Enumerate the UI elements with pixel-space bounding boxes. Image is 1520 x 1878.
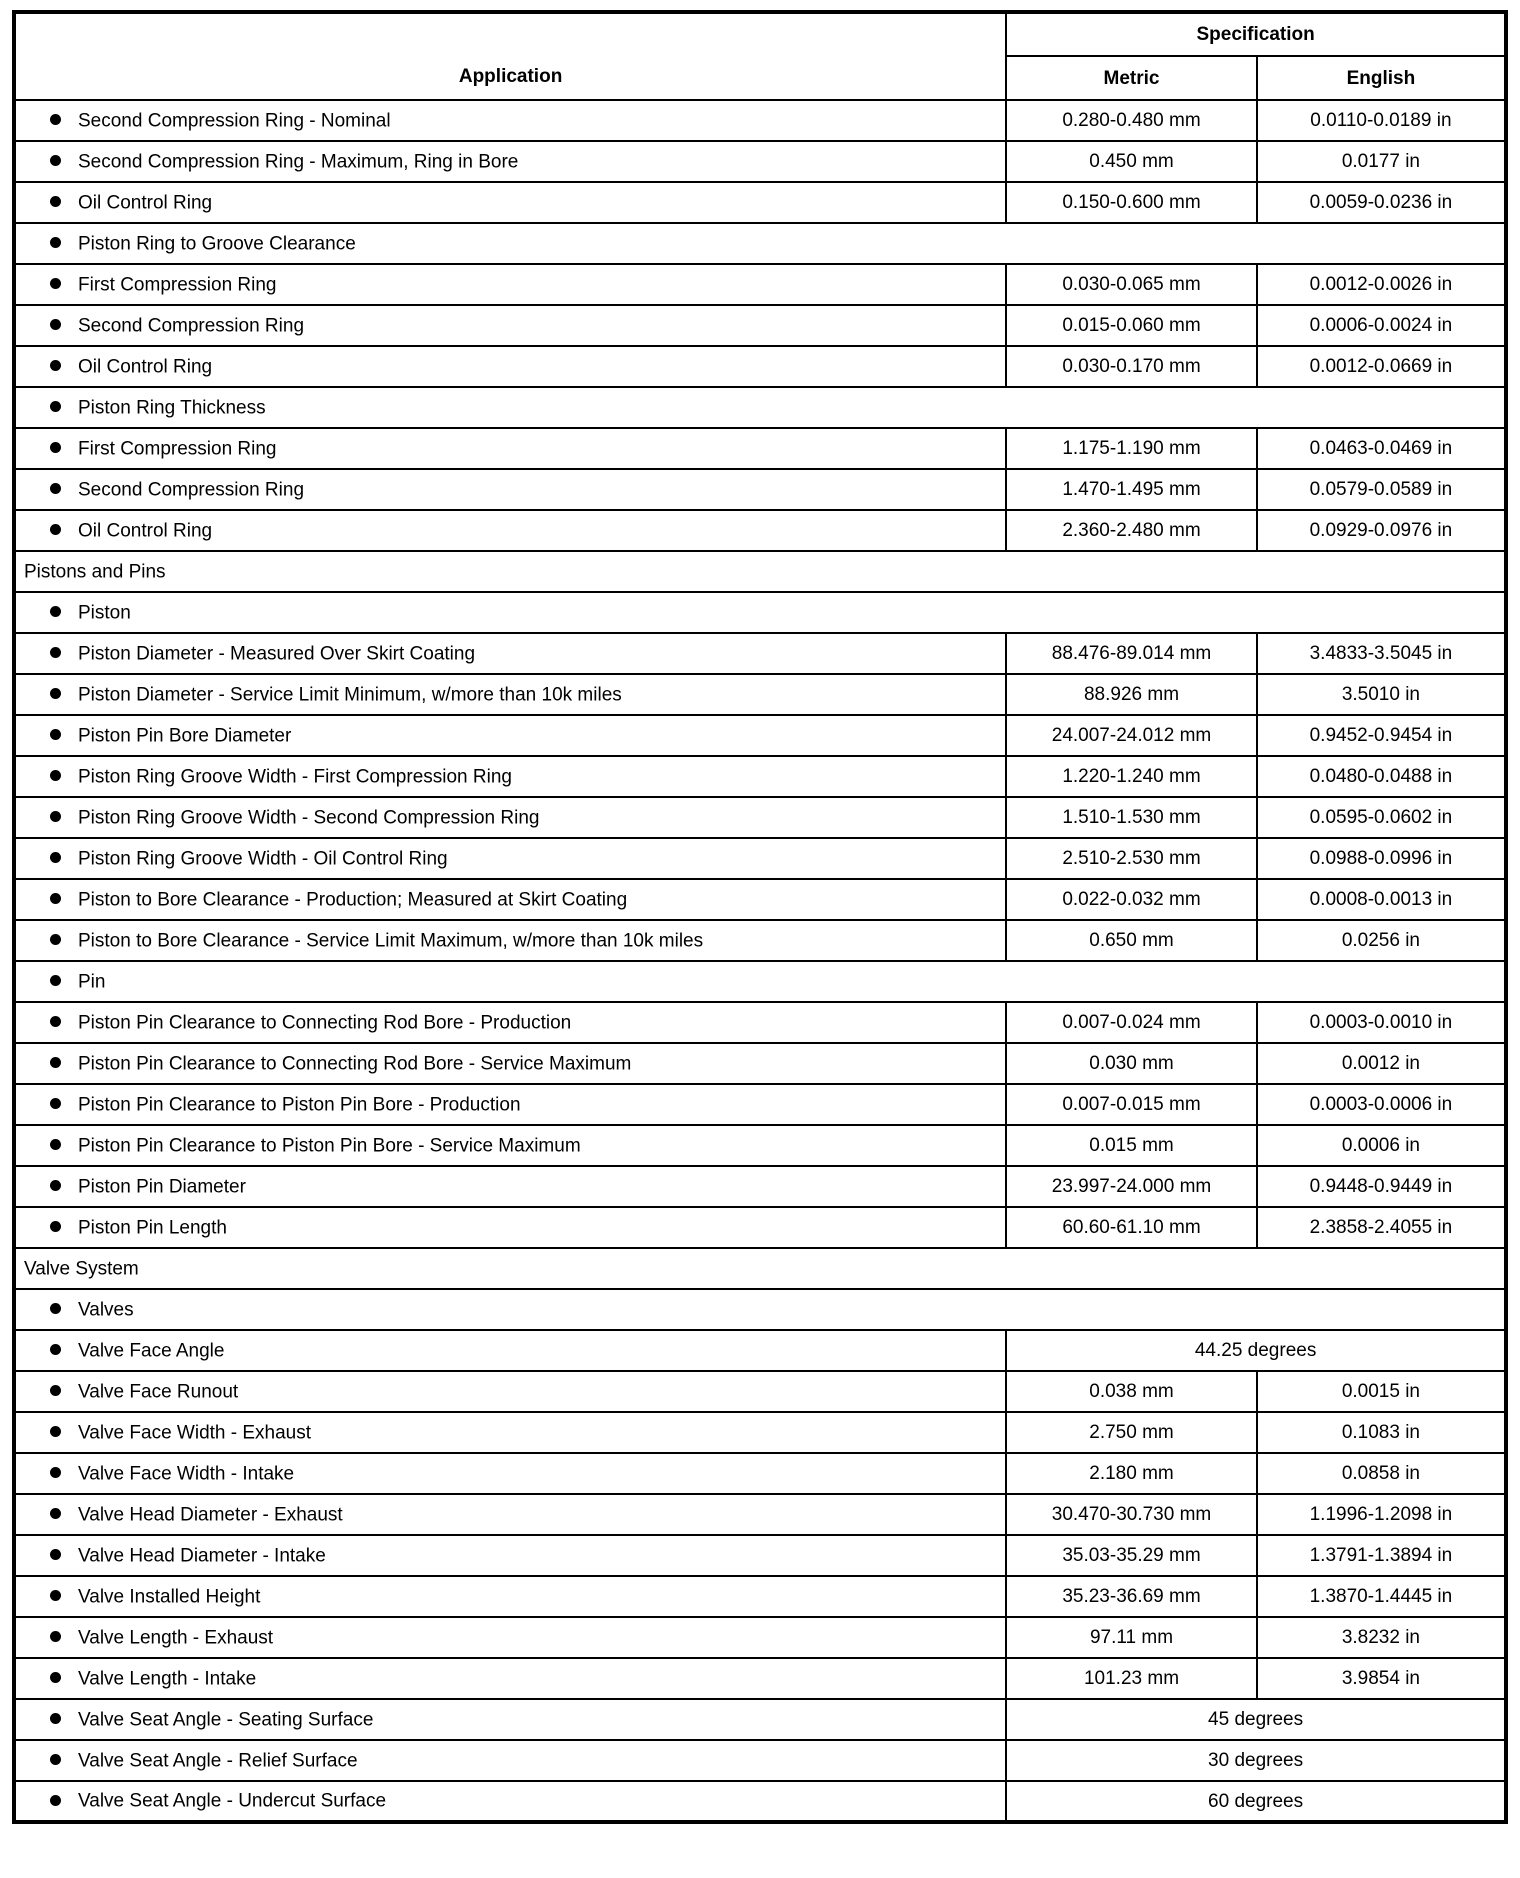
section-label-cell bbox=[14, 551, 1506, 592]
english-column-header: English bbox=[1257, 56, 1506, 100]
metric-value-cell: 1.470-1.495 mm bbox=[1006, 469, 1257, 510]
application-cell bbox=[14, 1166, 1006, 1207]
english-value-cell: 0.0480-0.0488 in bbox=[1257, 756, 1506, 797]
english-value-cell: 0.0003-0.0006 in bbox=[1257, 1084, 1506, 1125]
metric-value-cell: 0.007-0.015 mm bbox=[1006, 1084, 1257, 1125]
bullet-icon bbox=[50, 483, 61, 494]
metric-value-cell: 1.510-1.530 mm bbox=[1006, 797, 1257, 838]
english-value-cell: 0.0012-0.0026 in bbox=[1257, 264, 1506, 305]
bullet-icon bbox=[50, 442, 61, 453]
metric-value-cell: 23.997-24.000 mm bbox=[1006, 1166, 1257, 1207]
application-label: Valve Head Diameter - Exhaust bbox=[78, 1504, 343, 1526]
application-label: Second Compression Ring - Nominal bbox=[78, 110, 391, 132]
english-value-cell: 0.0858 in bbox=[1257, 1453, 1506, 1494]
application-label: Piston Ring Groove Width - Second Compression Ring bbox=[78, 807, 540, 829]
application-cell bbox=[14, 838, 1006, 879]
application-label: Valves bbox=[78, 1299, 134, 1321]
metric-value-cell: 0.007-0.024 mm bbox=[1006, 1002, 1257, 1043]
english-value-cell: 0.0988-0.0996 in bbox=[1257, 838, 1506, 879]
table-row bbox=[14, 1740, 1506, 1781]
application-label: Valve System bbox=[24, 1258, 139, 1280]
bullet-icon bbox=[50, 647, 61, 658]
application-cell bbox=[14, 428, 1006, 469]
metric-value-cell: 0.450 mm bbox=[1006, 141, 1257, 182]
application-label: Piston Diameter - Measured Over Skirt Coating bbox=[78, 643, 476, 665]
spec-table-body bbox=[14, 100, 1506, 1822]
english-value-cell: 0.0012-0.0669 in bbox=[1257, 346, 1506, 387]
bullet-icon bbox=[50, 729, 61, 740]
application-label: Piston Ring Thickness bbox=[78, 397, 266, 419]
bullet-icon bbox=[50, 1016, 61, 1027]
metric-value-cell: 24.007-24.012 mm bbox=[1006, 715, 1257, 756]
english-value-cell: 3.4833-3.5045 in bbox=[1257, 633, 1506, 674]
table-row bbox=[14, 1002, 1506, 1043]
application-label: Piston Pin Clearance to Connecting Rod Bore - Service Maximum bbox=[78, 1053, 632, 1075]
english-value-cell: 0.9452-0.9454 in bbox=[1257, 715, 1506, 756]
application-label: Piston Ring Groove Width - First Compression Ring bbox=[78, 766, 512, 788]
bullet-icon bbox=[50, 1221, 61, 1232]
application-cell bbox=[14, 1412, 1006, 1453]
application-label: Piston to Bore Clearance - Service Limit Maximum, w/more than 10k miles bbox=[78, 930, 704, 952]
english-value-cell: 0.0006 in bbox=[1257, 1125, 1506, 1166]
application-label: Second Compression Ring - Maximum, Ring in Bore bbox=[78, 151, 519, 173]
bullet-icon bbox=[50, 360, 61, 371]
english-value-cell: 0.0015 in bbox=[1257, 1371, 1506, 1412]
metric-value-cell: 2.750 mm bbox=[1006, 1412, 1257, 1453]
application-cell bbox=[14, 264, 1006, 305]
application-cell bbox=[14, 469, 1006, 510]
table-row bbox=[14, 1576, 1506, 1617]
table-row bbox=[14, 264, 1506, 305]
application-label: First Compression Ring bbox=[78, 274, 277, 296]
english-value-cell: 0.1083 in bbox=[1257, 1412, 1506, 1453]
english-value-cell: 0.0177 in bbox=[1257, 141, 1506, 182]
table-row bbox=[14, 797, 1506, 838]
spanned-value-cell: 60 degrees bbox=[1006, 1781, 1506, 1822]
spanned-value-cell: 30 degrees bbox=[1006, 1740, 1506, 1781]
table-row bbox=[14, 715, 1506, 756]
specification-column-group-header: Specification bbox=[1006, 12, 1506, 56]
application-label: Pistons and Pins bbox=[24, 561, 166, 583]
application-label: Valve Head Diameter - Intake bbox=[78, 1545, 326, 1567]
english-value-cell: 0.0006-0.0024 in bbox=[1257, 305, 1506, 346]
bullet-icon bbox=[50, 1180, 61, 1191]
table-row bbox=[14, 1781, 1506, 1822]
metric-value-cell: 0.030-0.170 mm bbox=[1006, 346, 1257, 387]
application-cell bbox=[14, 1535, 1006, 1576]
application-cell bbox=[14, 1125, 1006, 1166]
section-row bbox=[14, 551, 1506, 592]
bullet-icon bbox=[50, 934, 61, 945]
application-cell bbox=[14, 346, 1006, 387]
metric-value-cell: 0.030-0.065 mm bbox=[1006, 264, 1257, 305]
table-row bbox=[14, 1617, 1506, 1658]
application-label: Piston bbox=[78, 602, 131, 624]
table-row bbox=[14, 1535, 1506, 1576]
bullet-icon bbox=[50, 1303, 61, 1314]
application-cell bbox=[14, 1002, 1006, 1043]
english-value-cell: 1.1996-1.2098 in bbox=[1257, 1494, 1506, 1535]
application-label: Pin bbox=[78, 971, 106, 993]
bullet-icon bbox=[50, 1057, 61, 1068]
bullet-icon bbox=[50, 811, 61, 822]
table-row bbox=[14, 1453, 1506, 1494]
metric-value-cell: 88.476-89.014 mm bbox=[1006, 633, 1257, 674]
bullet-icon bbox=[50, 1508, 61, 1519]
application-cell bbox=[14, 797, 1006, 838]
bullet-icon bbox=[50, 1385, 61, 1396]
english-value-cell: 1.3870-1.4445 in bbox=[1257, 1576, 1506, 1617]
metric-value-cell: 0.150-0.600 mm bbox=[1006, 182, 1257, 223]
english-value-cell: 0.0463-0.0469 in bbox=[1257, 428, 1506, 469]
table-row bbox=[14, 920, 1506, 961]
bullet-icon bbox=[50, 1795, 61, 1806]
table-row bbox=[14, 223, 1506, 264]
english-value-cell: 0.0579-0.0589 in bbox=[1257, 469, 1506, 510]
table-row bbox=[14, 1371, 1506, 1412]
application-label: Valve Length - Exhaust bbox=[78, 1627, 274, 1649]
table-row bbox=[14, 961, 1506, 1002]
application-cell bbox=[14, 1084, 1006, 1125]
english-value-cell: 0.9448-0.9449 in bbox=[1257, 1166, 1506, 1207]
application-label: First Compression Ring bbox=[78, 438, 277, 460]
bullet-icon bbox=[50, 401, 61, 412]
bullet-icon bbox=[50, 893, 61, 904]
table-row bbox=[14, 1494, 1506, 1535]
table-row bbox=[14, 346, 1506, 387]
application-label: Valve Face Angle bbox=[78, 1340, 225, 1362]
application-label: Piston to Bore Clearance - Production; Measured at Skirt Coating bbox=[78, 889, 628, 911]
table-row bbox=[14, 756, 1506, 797]
bullet-icon bbox=[50, 114, 61, 125]
application-cell bbox=[14, 387, 1506, 428]
application-label: Piston Pin Diameter bbox=[78, 1176, 246, 1198]
metric-column-header: Metric bbox=[1006, 56, 1257, 100]
application-label: Piston Pin Clearance to Connecting Rod Bore - Production bbox=[78, 1012, 572, 1034]
english-value-cell: 0.0059-0.0236 in bbox=[1257, 182, 1506, 223]
application-cell bbox=[14, 223, 1506, 264]
metric-value-cell: 101.23 mm bbox=[1006, 1658, 1257, 1699]
metric-value-cell: 30.470-30.730 mm bbox=[1006, 1494, 1257, 1535]
application-cell bbox=[14, 1289, 1506, 1330]
bullet-icon bbox=[50, 1672, 61, 1683]
metric-value-cell: 88.926 mm bbox=[1006, 674, 1257, 715]
application-label: Oil Control Ring bbox=[78, 356, 213, 378]
metric-value-cell: 60.60-61.10 mm bbox=[1006, 1207, 1257, 1248]
table-row bbox=[14, 1043, 1506, 1084]
metric-value-cell: 0.015 mm bbox=[1006, 1125, 1257, 1166]
application-label: Piston Pin Bore Diameter bbox=[78, 725, 292, 747]
application-label: Piston Ring to Groove Clearance bbox=[78, 233, 356, 255]
application-label: Valve Face Width - Intake bbox=[78, 1463, 295, 1485]
table-row bbox=[14, 1207, 1506, 1248]
english-value-cell: 0.0256 in bbox=[1257, 920, 1506, 961]
english-value-cell: 2.3858-2.4055 in bbox=[1257, 1207, 1506, 1248]
application-label: Valve Face Runout bbox=[78, 1381, 239, 1403]
table-row bbox=[14, 1166, 1506, 1207]
english-value-cell: 3.9854 in bbox=[1257, 1658, 1506, 1699]
application-label: Valve Face Width - Exhaust bbox=[78, 1422, 312, 1444]
bullet-icon bbox=[50, 196, 61, 207]
metric-value-cell: 1.220-1.240 mm bbox=[1006, 756, 1257, 797]
table-row bbox=[14, 305, 1506, 346]
table-row bbox=[14, 674, 1506, 715]
application-cell bbox=[14, 756, 1006, 797]
english-value-cell: 0.0595-0.0602 in bbox=[1257, 797, 1506, 838]
metric-value-cell: 0.022-0.032 mm bbox=[1006, 879, 1257, 920]
table-row bbox=[14, 510, 1506, 551]
application-label: Piston Pin Length bbox=[78, 1217, 227, 1239]
metric-value-cell: 2.180 mm bbox=[1006, 1453, 1257, 1494]
application-cell bbox=[14, 100, 1006, 141]
english-value-cell: 1.3791-1.3894 in bbox=[1257, 1535, 1506, 1576]
english-value-cell: 3.5010 in bbox=[1257, 674, 1506, 715]
metric-value-cell: 35.23-36.69 mm bbox=[1006, 1576, 1257, 1617]
english-value-cell: 0.0003-0.0010 in bbox=[1257, 1002, 1506, 1043]
application-cell bbox=[14, 961, 1506, 1002]
table-row bbox=[14, 1084, 1506, 1125]
table-row bbox=[14, 592, 1506, 633]
application-column-header: Application bbox=[14, 12, 1006, 100]
table-header bbox=[14, 12, 1506, 100]
english-value-cell: 0.0929-0.0976 in bbox=[1257, 510, 1506, 551]
application-label: Second Compression Ring bbox=[78, 479, 305, 501]
bullet-icon bbox=[50, 1426, 61, 1437]
bullet-icon bbox=[50, 1098, 61, 1109]
application-cell bbox=[14, 141, 1006, 182]
application-cell bbox=[14, 920, 1006, 961]
application-label: Piston Pin Clearance to Piston Pin Bore - Production bbox=[78, 1094, 521, 1116]
metric-value-cell: 1.175-1.190 mm bbox=[1006, 428, 1257, 469]
bullet-icon bbox=[50, 237, 61, 248]
application-cell bbox=[14, 1330, 1006, 1371]
application-cell bbox=[14, 1576, 1006, 1617]
table-row bbox=[14, 633, 1506, 674]
table-row bbox=[14, 1658, 1506, 1699]
bullet-icon bbox=[50, 524, 61, 535]
application-cell bbox=[14, 1043, 1006, 1084]
table-row bbox=[14, 387, 1506, 428]
section-row bbox=[14, 1248, 1506, 1289]
bullet-icon bbox=[50, 688, 61, 699]
application-label: Valve Seat Angle - Relief Surface bbox=[78, 1750, 358, 1772]
application-label: Piston Diameter - Service Limit Minimum, w/more than 10k miles bbox=[78, 684, 622, 706]
application-cell bbox=[14, 674, 1006, 715]
bullet-icon bbox=[50, 975, 61, 986]
english-value-cell: 3.8232 in bbox=[1257, 1617, 1506, 1658]
bullet-icon bbox=[50, 770, 61, 781]
application-cell bbox=[14, 1371, 1006, 1412]
metric-value-cell: 2.360-2.480 mm bbox=[1006, 510, 1257, 551]
bullet-icon bbox=[50, 1590, 61, 1601]
table-row bbox=[14, 100, 1506, 141]
bullet-icon bbox=[50, 1549, 61, 1560]
bullet-icon bbox=[50, 852, 61, 863]
table-row bbox=[14, 469, 1506, 510]
application-cell bbox=[14, 1453, 1006, 1494]
table-row bbox=[14, 1289, 1506, 1330]
application-label: Piston Ring Groove Width - Oil Control Ring bbox=[78, 848, 448, 870]
table-row bbox=[14, 428, 1506, 469]
spanned-value-cell: 45 degrees bbox=[1006, 1699, 1506, 1740]
bullet-icon bbox=[50, 278, 61, 289]
header-row-1 bbox=[14, 12, 1506, 56]
bullet-icon bbox=[50, 319, 61, 330]
application-label: Oil Control Ring bbox=[78, 520, 213, 542]
english-value-cell: 0.0012 in bbox=[1257, 1043, 1506, 1084]
bullet-icon bbox=[50, 1344, 61, 1355]
bullet-icon bbox=[50, 1754, 61, 1765]
bullet-icon bbox=[50, 155, 61, 166]
application-cell bbox=[14, 510, 1006, 551]
metric-value-cell: 2.510-2.530 mm bbox=[1006, 838, 1257, 879]
table-row bbox=[14, 182, 1506, 223]
table-row bbox=[14, 879, 1506, 920]
application-cell bbox=[14, 1699, 1006, 1740]
specifications-table bbox=[12, 10, 1508, 1824]
metric-value-cell: 0.650 mm bbox=[1006, 920, 1257, 961]
section-label-cell bbox=[14, 1248, 1506, 1289]
application-cell bbox=[14, 1658, 1006, 1699]
table-row bbox=[14, 1330, 1506, 1371]
application-cell bbox=[14, 633, 1006, 674]
table-row bbox=[14, 1412, 1506, 1453]
metric-value-cell: 0.030 mm bbox=[1006, 1043, 1257, 1084]
table-row bbox=[14, 1125, 1506, 1166]
metric-value-cell: 0.038 mm bbox=[1006, 1371, 1257, 1412]
metric-value-cell: 0.015-0.060 mm bbox=[1006, 305, 1257, 346]
spanned-value-cell: 44.25 degrees bbox=[1006, 1330, 1506, 1371]
application-label: Oil Control Ring bbox=[78, 192, 213, 214]
application-cell bbox=[14, 1207, 1006, 1248]
application-label: Piston Pin Clearance to Piston Pin Bore - Service Maximum bbox=[78, 1135, 581, 1157]
application-cell bbox=[14, 1740, 1006, 1781]
english-value-cell: 0.0110-0.0189 in bbox=[1257, 100, 1506, 141]
bullet-icon bbox=[50, 1631, 61, 1642]
bullet-icon bbox=[50, 1139, 61, 1150]
application-label: Valve Seat Angle - Undercut Surface bbox=[78, 1790, 387, 1812]
metric-value-cell: 97.11 mm bbox=[1006, 1617, 1257, 1658]
application-cell bbox=[14, 182, 1006, 223]
metric-value-cell: 35.03-35.29 mm bbox=[1006, 1535, 1257, 1576]
application-label: Valve Installed Height bbox=[78, 1586, 261, 1608]
application-label: Valve Length - Intake bbox=[78, 1668, 257, 1690]
application-cell bbox=[14, 592, 1506, 633]
application-label: Valve Seat Angle - Seating Surface bbox=[78, 1709, 374, 1731]
bullet-icon bbox=[50, 606, 61, 617]
table-row bbox=[14, 838, 1506, 879]
application-cell bbox=[14, 879, 1006, 920]
application-cell bbox=[14, 1781, 1006, 1822]
application-cell bbox=[14, 715, 1006, 756]
application-cell bbox=[14, 1617, 1006, 1658]
application-cell bbox=[14, 1494, 1006, 1535]
english-value-cell: 0.0008-0.0013 in bbox=[1257, 879, 1506, 920]
bullet-icon bbox=[50, 1713, 61, 1724]
metric-value-cell: 0.280-0.480 mm bbox=[1006, 100, 1257, 141]
table-row bbox=[14, 141, 1506, 182]
bullet-icon bbox=[50, 1467, 61, 1478]
table-row bbox=[14, 1699, 1506, 1740]
application-cell bbox=[14, 305, 1006, 346]
application-label: Second Compression Ring bbox=[78, 315, 305, 337]
